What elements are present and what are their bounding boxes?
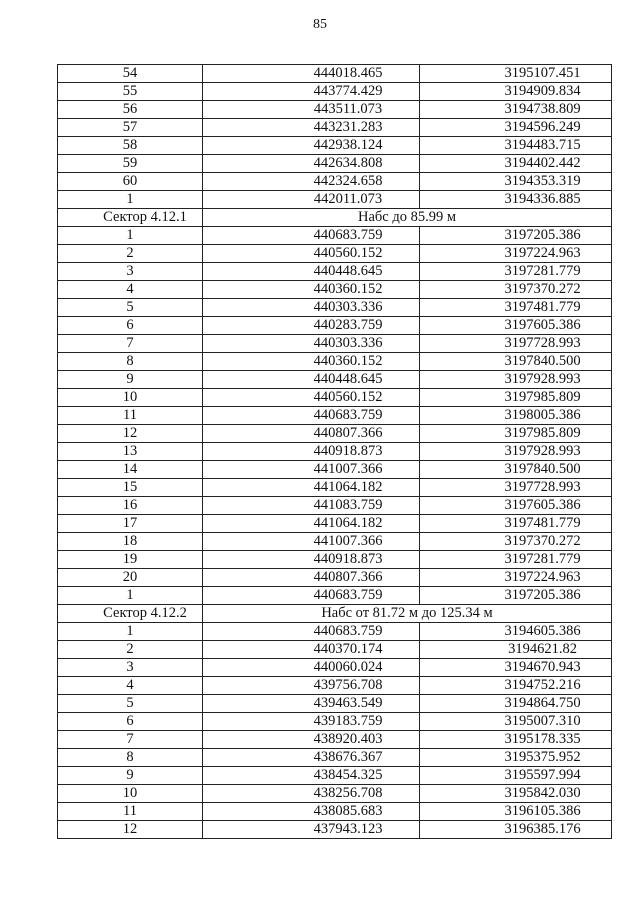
table-row xyxy=(58,389,612,407)
table-row xyxy=(58,677,612,695)
y-coordinate-cell: 3197370.272 xyxy=(420,533,612,551)
table-row xyxy=(58,785,612,803)
table-row xyxy=(58,551,612,569)
y-coordinate-cell: 3197928.993 xyxy=(420,443,612,461)
point-number-cell: 15 xyxy=(58,479,203,497)
x-coordinate-cell: 440360.152 xyxy=(203,281,420,299)
x-coordinate-cell: 440683.759 xyxy=(203,623,420,641)
x-coordinate-cell: 438256.708 xyxy=(203,785,420,803)
y-coordinate-cell: 3195107.451 xyxy=(420,65,612,83)
coordinates-table xyxy=(57,64,612,839)
table-row xyxy=(58,371,612,389)
x-coordinate-cell: 438920.403 xyxy=(203,731,420,749)
x-coordinate-cell: 440303.336 xyxy=(203,335,420,353)
x-coordinate-cell: 439756.708 xyxy=(203,677,420,695)
table-row xyxy=(58,263,612,281)
x-coordinate-cell: 438676.367 xyxy=(203,749,420,767)
x-coordinate-cell: 440370.174 xyxy=(203,641,420,659)
table-row xyxy=(58,767,612,785)
point-number-cell: 14 xyxy=(58,461,203,479)
x-coordinate-cell: 439183.759 xyxy=(203,713,420,731)
table-row xyxy=(58,155,612,173)
x-coordinate-cell: 442324.658 xyxy=(203,173,420,191)
y-coordinate-cell: 3194605.386 xyxy=(420,623,612,641)
point-number-cell: 4 xyxy=(58,677,203,695)
table-row xyxy=(58,821,612,839)
point-number-cell: 6 xyxy=(58,713,203,731)
sector-label: Сектор 4.12.2 xyxy=(58,605,203,623)
y-coordinate-cell: 3197281.779 xyxy=(420,263,612,281)
table-row xyxy=(58,641,612,659)
point-number-cell: 1 xyxy=(58,587,203,605)
table-row xyxy=(58,497,612,515)
point-number-cell: 4 xyxy=(58,281,203,299)
table-row xyxy=(58,191,612,209)
table-row xyxy=(58,479,612,497)
y-coordinate-cell: 3197224.963 xyxy=(420,569,612,587)
table-row xyxy=(58,713,612,731)
point-number-cell: 8 xyxy=(58,749,203,767)
x-coordinate-cell: 440560.152 xyxy=(203,389,420,407)
table-row xyxy=(58,335,612,353)
y-coordinate-cell: 3197605.386 xyxy=(420,317,612,335)
x-coordinate-cell: 440683.759 xyxy=(203,227,420,245)
x-coordinate-cell: 440060.024 xyxy=(203,659,420,677)
point-number-cell: 60 xyxy=(58,173,203,191)
y-coordinate-cell: 3194738.809 xyxy=(420,101,612,119)
sector-header-row xyxy=(58,209,612,227)
y-coordinate-cell: 3194909.834 xyxy=(420,83,612,101)
x-coordinate-cell: 438085.683 xyxy=(203,803,420,821)
y-coordinate-cell: 3195007.310 xyxy=(420,713,612,731)
point-number-cell: 9 xyxy=(58,371,203,389)
y-coordinate-cell: 3194336.885 xyxy=(420,191,612,209)
y-coordinate-cell: 3197205.386 xyxy=(420,587,612,605)
x-coordinate-cell: 442634.808 xyxy=(203,155,420,173)
point-number-cell: 18 xyxy=(58,533,203,551)
table-row xyxy=(58,281,612,299)
x-coordinate-cell: 442938.124 xyxy=(203,137,420,155)
y-coordinate-cell: 3197481.779 xyxy=(420,515,612,533)
point-number-cell: 1 xyxy=(58,623,203,641)
x-coordinate-cell: 441064.182 xyxy=(203,515,420,533)
table-row xyxy=(58,317,612,335)
point-number-cell: 20 xyxy=(58,569,203,587)
sector-header-row xyxy=(58,605,612,623)
point-number-cell: 12 xyxy=(58,821,203,839)
x-coordinate-cell: 443511.073 xyxy=(203,101,420,119)
x-coordinate-cell: 441007.366 xyxy=(203,461,420,479)
x-coordinate-cell: 440560.152 xyxy=(203,245,420,263)
point-number-cell: 12 xyxy=(58,425,203,443)
x-coordinate-cell: 440303.336 xyxy=(203,299,420,317)
y-coordinate-cell: 3194596.249 xyxy=(420,119,612,137)
table-row xyxy=(58,227,612,245)
table-row xyxy=(58,407,612,425)
point-number-cell: 59 xyxy=(58,155,203,173)
point-number-cell: 2 xyxy=(58,641,203,659)
y-coordinate-cell: 3197840.500 xyxy=(420,461,612,479)
x-coordinate-cell: 440918.873 xyxy=(203,443,420,461)
y-coordinate-cell: 3197985.809 xyxy=(420,389,612,407)
point-number-cell: 11 xyxy=(58,407,203,425)
point-number-cell: 56 xyxy=(58,101,203,119)
y-coordinate-cell: 3196385.176 xyxy=(420,821,612,839)
y-coordinate-cell: 3194752.216 xyxy=(420,677,612,695)
table-row xyxy=(58,461,612,479)
x-coordinate-cell: 444018.465 xyxy=(203,65,420,83)
table-row xyxy=(58,83,612,101)
y-coordinate-cell: 3198005.386 xyxy=(420,407,612,425)
y-coordinate-cell: 3197224.963 xyxy=(420,245,612,263)
y-coordinate-cell: 3195597.994 xyxy=(420,767,612,785)
table-row xyxy=(58,65,612,83)
table-row xyxy=(58,533,612,551)
y-coordinate-cell: 3194353.319 xyxy=(420,173,612,191)
point-number-cell: 3 xyxy=(58,263,203,281)
table-row xyxy=(58,119,612,137)
x-coordinate-cell: 440448.645 xyxy=(203,371,420,389)
y-coordinate-cell: 3194621.82 xyxy=(420,641,612,659)
table-row xyxy=(58,695,612,713)
point-number-cell: 54 xyxy=(58,65,203,83)
table-row xyxy=(58,569,612,587)
y-coordinate-cell: 3195375.952 xyxy=(420,749,612,767)
x-coordinate-cell: 442011.073 xyxy=(203,191,420,209)
table-row xyxy=(58,137,612,155)
point-number-cell: 1 xyxy=(58,191,203,209)
point-number-cell: 57 xyxy=(58,119,203,137)
sector-elevation: Набс от 81.72 м до 125.34 м xyxy=(203,605,612,623)
point-number-cell: 3 xyxy=(58,659,203,677)
y-coordinate-cell: 3197985.809 xyxy=(420,425,612,443)
table-row xyxy=(58,749,612,767)
point-number-cell: 7 xyxy=(58,731,203,749)
x-coordinate-cell: 443774.429 xyxy=(203,83,420,101)
coordinates-table-body xyxy=(58,65,612,839)
x-coordinate-cell: 440448.645 xyxy=(203,263,420,281)
table-row xyxy=(58,443,612,461)
point-number-cell: 10 xyxy=(58,389,203,407)
y-coordinate-cell: 3194483.715 xyxy=(420,137,612,155)
y-coordinate-cell: 3197205.386 xyxy=(420,227,612,245)
x-coordinate-cell: 440918.873 xyxy=(203,551,420,569)
point-number-cell: 5 xyxy=(58,695,203,713)
y-coordinate-cell: 3197840.500 xyxy=(420,353,612,371)
y-coordinate-cell: 3195842.030 xyxy=(420,785,612,803)
point-number-cell: 58 xyxy=(58,137,203,155)
y-coordinate-cell: 3194864.750 xyxy=(420,695,612,713)
point-number-cell: 17 xyxy=(58,515,203,533)
point-number-cell: 16 xyxy=(58,497,203,515)
sector-label: Сектор 4.12.1 xyxy=(58,209,203,227)
point-number-cell: 1 xyxy=(58,227,203,245)
x-coordinate-cell: 440283.759 xyxy=(203,317,420,335)
y-coordinate-cell: 3194402.442 xyxy=(420,155,612,173)
table-row xyxy=(58,731,612,749)
table-row xyxy=(58,353,612,371)
y-coordinate-cell: 3197370.272 xyxy=(420,281,612,299)
y-coordinate-cell: 3197281.779 xyxy=(420,551,612,569)
x-coordinate-cell: 440683.759 xyxy=(203,407,420,425)
point-number-cell: 10 xyxy=(58,785,203,803)
x-coordinate-cell: 440807.366 xyxy=(203,425,420,443)
point-number-cell: 2 xyxy=(58,245,203,263)
x-coordinate-cell: 441083.759 xyxy=(203,497,420,515)
x-coordinate-cell: 443231.283 xyxy=(203,119,420,137)
point-number-cell: 5 xyxy=(58,299,203,317)
x-coordinate-cell: 441007.366 xyxy=(203,533,420,551)
point-number-cell: 19 xyxy=(58,551,203,569)
x-coordinate-cell: 441064.182 xyxy=(203,479,420,497)
point-number-cell: 55 xyxy=(58,83,203,101)
table-row xyxy=(58,245,612,263)
page-number: 85 xyxy=(313,17,327,32)
y-coordinate-cell: 3197928.993 xyxy=(420,371,612,389)
table-row xyxy=(58,587,612,605)
table-row xyxy=(58,101,612,119)
y-coordinate-cell: 3197728.993 xyxy=(420,335,612,353)
table-row xyxy=(58,425,612,443)
y-coordinate-cell: 3195178.335 xyxy=(420,731,612,749)
table-row xyxy=(58,803,612,821)
point-number-cell: 9 xyxy=(58,767,203,785)
x-coordinate-cell: 440683.759 xyxy=(203,587,420,605)
table-row xyxy=(58,623,612,641)
sector-elevation: Набс до 85.99 м xyxy=(203,209,612,227)
y-coordinate-cell: 3196105.386 xyxy=(420,803,612,821)
point-number-cell: 7 xyxy=(58,335,203,353)
y-coordinate-cell: 3197605.386 xyxy=(420,497,612,515)
table-row xyxy=(58,515,612,533)
x-coordinate-cell: 438454.325 xyxy=(203,767,420,785)
table-row xyxy=(58,659,612,677)
x-coordinate-cell: 437943.123 xyxy=(203,821,420,839)
point-number-cell: 11 xyxy=(58,803,203,821)
y-coordinate-cell: 3197728.993 xyxy=(420,479,612,497)
table-row xyxy=(58,173,612,191)
table-row xyxy=(58,299,612,317)
y-coordinate-cell: 3194670.943 xyxy=(420,659,612,677)
point-number-cell: 13 xyxy=(58,443,203,461)
x-coordinate-cell: 440807.366 xyxy=(203,569,420,587)
point-number-cell: 6 xyxy=(58,317,203,335)
point-number-cell: 8 xyxy=(58,353,203,371)
y-coordinate-cell: 3197481.779 xyxy=(420,299,612,317)
x-coordinate-cell: 440360.152 xyxy=(203,353,420,371)
x-coordinate-cell: 439463.549 xyxy=(203,695,420,713)
